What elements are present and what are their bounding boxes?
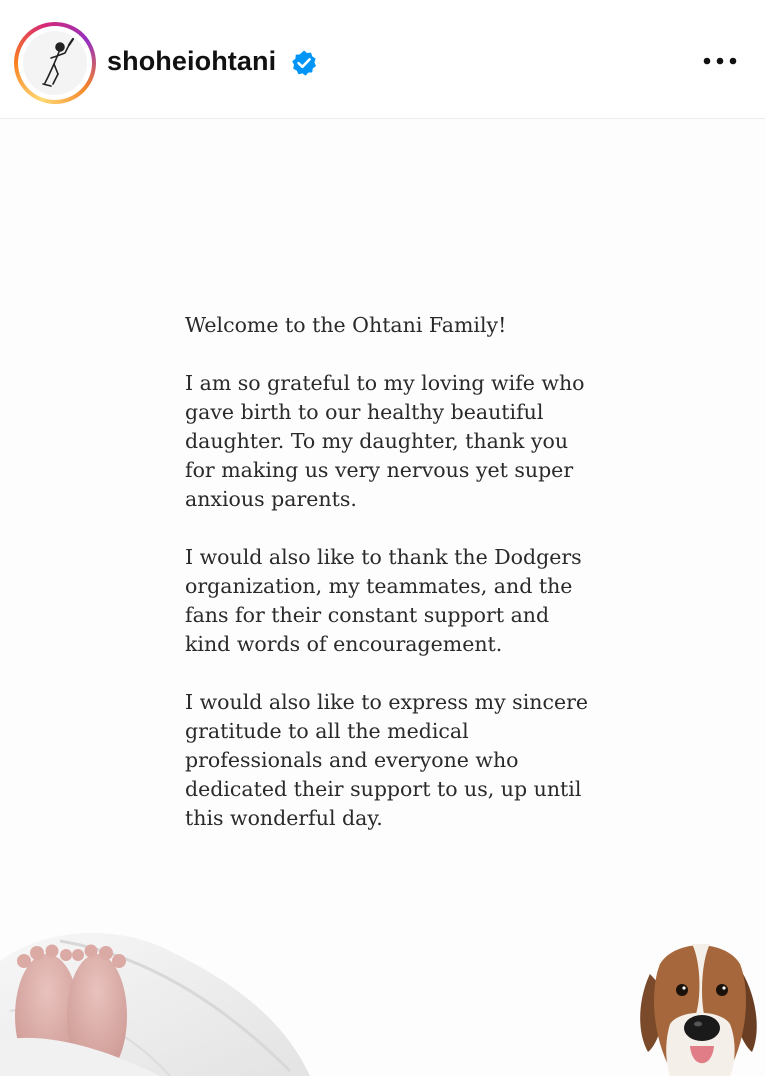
- post-header: [0, 0, 765, 119]
- more-options-icon[interactable]: [696, 46, 744, 76]
- letter-greeting: Welcome to the Ohtani Family!: [185, 313, 507, 337]
- username[interactable]: shoheiohtani: [107, 46, 277, 76]
- post-image[interactable]: [0, 119, 765, 1076]
- verified-badge-icon: [290, 49, 318, 77]
- letter-paragraph-2: I would also like to thank the Dodgers organization, my teammates, and the fans for their constant support and kind words of encouragement.: [185, 545, 582, 656]
- story-ring[interactable]: [14, 22, 96, 104]
- dog-photo: [630, 934, 765, 1076]
- baby-feet-photo: [0, 921, 310, 1076]
- announcement-letter: [185, 311, 605, 862]
- avatar-gap: [18, 26, 92, 100]
- letter-paragraph-1: I am so grateful to my loving wife who gave birth to our healthy beautiful daughter. To my daughter, thank you for making us very nervous yet super anxious parents.: [185, 371, 585, 511]
- letter-paragraph-3: I would also like to express my sincere gratitude to all the medical professionals and everyone who dedicated their support to us, up until this wonderful day.: [185, 690, 589, 830]
- avatar[interactable]: [23, 31, 87, 95]
- batter-sketch-icon: [23, 31, 87, 95]
